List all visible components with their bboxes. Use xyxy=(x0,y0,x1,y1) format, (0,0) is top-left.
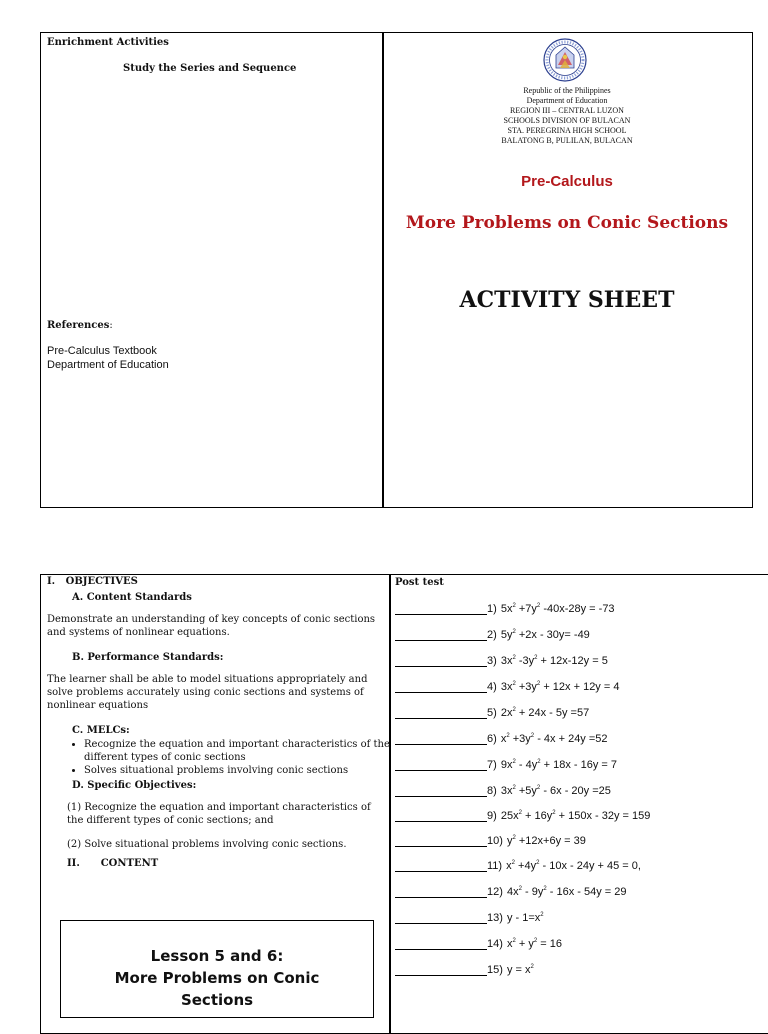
post-test-item xyxy=(395,938,562,954)
references-colon: : xyxy=(109,320,113,331)
answer-blank[interactable] xyxy=(395,938,487,950)
item-equation: $y^2 +12x+6y = 39$ xyxy=(506,835,586,847)
post-test-item xyxy=(395,964,534,980)
post-test-item xyxy=(395,655,608,671)
sheet-title: ACTIVITY SHEET xyxy=(459,287,675,313)
item-equation: $3x^2 +3y^2 + 12x + 12y = 4$ xyxy=(500,681,620,693)
list-item: • Solves situational problems involving conic sections xyxy=(84,764,406,777)
item-number: 7) xyxy=(487,759,500,771)
answer-blank[interactable] xyxy=(395,860,487,872)
answer-blank[interactable] xyxy=(395,733,487,745)
answer-blank[interactable] xyxy=(395,707,487,719)
item-equation: $4x^2 - 9y^2 - 16x - 54y = 29$ xyxy=(506,886,627,898)
item-number: 14) xyxy=(487,938,506,950)
answer-blank[interactable] xyxy=(395,964,487,976)
item-number: 11) xyxy=(487,860,506,872)
answer-blank[interactable] xyxy=(395,629,487,641)
header-line: SCHOOLS DIVISION OF BULACAN xyxy=(503,116,631,125)
item-number: 2) xyxy=(487,629,500,641)
post-test-heading: Post test xyxy=(395,577,444,588)
item-equation: $5x^2 +7y^2$ -40x-28y = -73 xyxy=(500,603,615,615)
post-test-item xyxy=(395,860,641,876)
item-equation: $2x^2 + 24x - 5y =57$ xyxy=(500,707,590,719)
specific-objectives-heading: D. Specific Objectives: xyxy=(72,780,197,791)
answer-blank[interactable] xyxy=(395,810,487,822)
post-test-item xyxy=(395,835,586,851)
objectives-heading: I. OBJECTIVES xyxy=(47,576,138,587)
item-equation: $x^2 +4y^2 - 10x - 24y + 45 = 0$, xyxy=(506,860,641,872)
item-equation: $x^2 +3y^2 - 4x + 24y =52$ xyxy=(500,733,608,745)
item-equation: $25x^2 + 16y^2 + 150x - 32y = 159$ xyxy=(500,810,651,822)
header-line: STA. PEREGRINA HIGH SCHOOL xyxy=(507,126,627,135)
lesson-number: Lesson 5 and 6: xyxy=(150,947,284,965)
answer-blank[interactable] xyxy=(395,655,487,667)
item-number: 4) xyxy=(487,681,500,693)
content-heading: II. CONTENT xyxy=(67,858,159,869)
reference-item: Pre-Calculus Textbook xyxy=(47,345,157,357)
header-line: REGION III – CENTRAL LUZON xyxy=(510,106,624,115)
header-line: Republic of the Philippines xyxy=(523,86,611,95)
item-number: 15) xyxy=(487,964,506,976)
answer-blank[interactable] xyxy=(395,886,487,898)
post-test-item xyxy=(395,603,615,619)
answer-blank[interactable] xyxy=(395,603,487,615)
cover-left-panel xyxy=(40,32,383,508)
post-test-item xyxy=(395,629,590,645)
list-item: • Recognize the equation and important characteristics of the different types of conic sections xyxy=(84,738,406,764)
reference-item: Department of Education xyxy=(47,359,169,371)
header-line: Department of Education xyxy=(526,96,608,105)
item-number: 12) xyxy=(487,886,506,898)
melcs-heading: C. MELCs: xyxy=(72,725,130,736)
enrichment-heading: Enrichment Activities xyxy=(47,37,169,48)
item-number: 3) xyxy=(487,655,500,667)
performance-standards-text: The learner shall be able to model situations appropriately and solve problems accurately using conic sections and systems of nonlinear equations xyxy=(47,674,368,711)
item-number: 13) xyxy=(487,912,506,924)
post-test-item xyxy=(395,733,608,749)
item-equation: $5y^2 +2x - 30y= -49$ xyxy=(500,629,590,641)
lesson-title xyxy=(60,945,374,1011)
post-test-item xyxy=(395,810,650,826)
post-test-item xyxy=(395,707,589,723)
header-line: BALATONG B, PULILAN, BULACAN xyxy=(501,136,633,145)
subject-title: Pre-Calculus xyxy=(521,173,613,190)
topic-title: More Problems on Conic Sections xyxy=(405,213,729,233)
post-test-item xyxy=(395,785,611,801)
item-number: 1) xyxy=(487,603,500,615)
references-label-text: References xyxy=(47,320,110,331)
answer-blank[interactable] xyxy=(395,785,487,797)
post-test-item xyxy=(395,886,626,902)
item-number: 9) xyxy=(487,810,500,822)
item-number: 5) xyxy=(487,707,500,719)
item-equation: $x^2 + y^2 = 16$ xyxy=(506,938,562,950)
post-test-item xyxy=(395,912,544,928)
melcs-list xyxy=(64,738,406,777)
post-test-item xyxy=(395,681,619,697)
performance-standards-heading: B. Performance Standards: xyxy=(72,652,224,663)
item-number: 10) xyxy=(487,835,506,847)
item-equation: $y - 1=x^2$ xyxy=(506,912,544,924)
content-standards-text: Demonstrate an understanding of key concepts of conic sections and systems of nonlinear equations. xyxy=(47,614,376,638)
specific-objective: (1) Recognize the equation and important characteristics of the different types of conic sections; and xyxy=(67,802,371,826)
answer-blank[interactable] xyxy=(395,759,487,771)
lesson-topic: More Problems on Conic Sections xyxy=(114,969,320,1009)
answer-blank[interactable] xyxy=(395,835,487,847)
item-number: 6) xyxy=(487,733,500,745)
specific-objective: (2) Solve situational problems involving conic sections. xyxy=(67,839,347,850)
post-test-item xyxy=(395,759,617,775)
activity-title: Study the Series and Sequence xyxy=(123,63,297,74)
answer-blank[interactable] xyxy=(395,681,487,693)
item-equation: $y = x^2$ xyxy=(506,964,534,976)
references-label xyxy=(47,320,113,331)
deped-seal-icon xyxy=(543,38,587,82)
content-standards-heading: A. Content Standards xyxy=(72,592,192,603)
item-equation: $3x^2$ $-3y^2 + 12x-12y = 5$ xyxy=(500,655,608,667)
answer-blank[interactable] xyxy=(395,912,487,924)
item-equation: $3x^2 +5y^2 - 6x - 20y =25$ xyxy=(500,785,611,797)
item-number: 8) xyxy=(487,785,500,797)
item-equation: $9x^2 - 4y^2 + 18x - 16y = 7$ xyxy=(500,759,617,771)
